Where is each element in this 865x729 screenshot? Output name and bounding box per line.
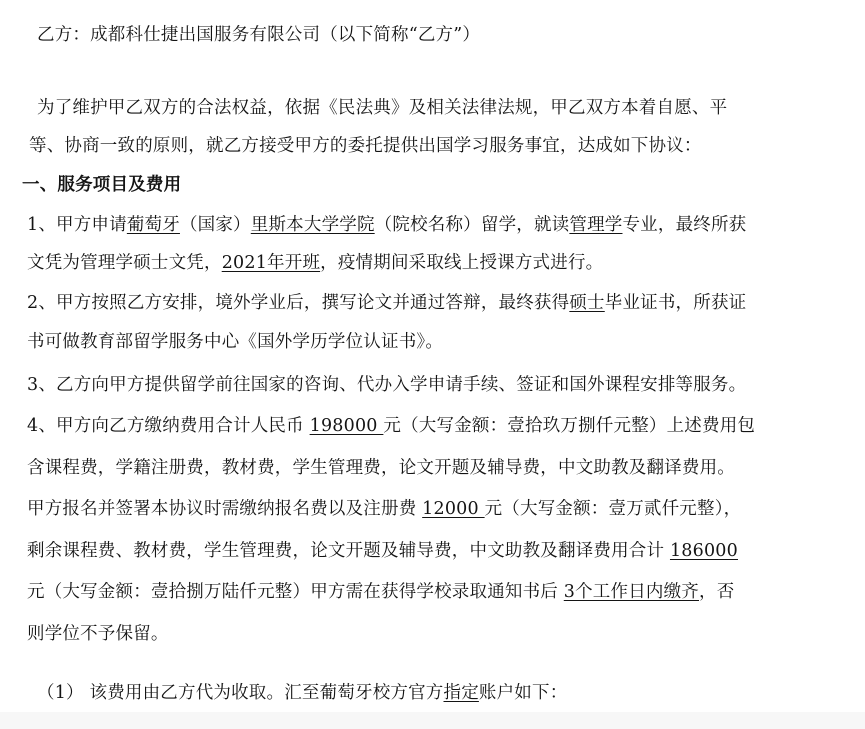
payment-deadline-value: 3个工作日内缴齐 <box>563 582 699 602</box>
page-bottom-edge <box>0 712 865 729</box>
major-value: 管理学 <box>569 215 623 235</box>
clause-1-line-1: 1、甲方申请葡萄牙（国家）里斯本大学学院（院校名称）留学，就读管理学专业，最终所获 <box>27 215 747 235</box>
intro-paragraph-line-1: 为了维护甲乙双方的合法权益，依据《民法典》及相关法律法规，甲乙双方本着自愿、平 <box>37 98 728 118</box>
section-heading-services-fees: 一、服务项目及费用 <box>22 175 182 195</box>
degree-value: 硕士 <box>569 293 605 313</box>
intro-paragraph-line-2: 等、协商一致的原则，就乙方接受甲方的委托提供出国学习服务事宜，达成如下协议： <box>29 136 702 156</box>
clause-4-line-6: 则学位不予保留。 <box>27 624 169 644</box>
sub-clause-1-line: （1） 该费用由乙方代为收取。汇至葡萄牙校方官方指定账户如下： <box>37 683 568 703</box>
clause-2-line-1: 2、甲方按照乙方安排，境外学业后，撰写论文并通过答辩，最终获得硕士毕业证书，所获证 <box>27 293 747 313</box>
clause-4-line-3: 甲方报名并签署本协议时需缴纳报名费以及注册费 12000 元（大写金额：壹万贰仟元整）， <box>27 499 742 519</box>
clause-3-line: 3、乙方向甲方提供留学前往国家的咨询、代办入学申请手续、签证和国外课程安排等服务。 <box>27 375 747 395</box>
remaining-fee-value: 186000 <box>669 541 738 561</box>
party-b-line: 乙方：成都科仕捷出国服务有限公司（以下简称“乙方”） <box>37 25 481 45</box>
clause-4-line-5: 元（大写金额：壹拾捌万陆仟元整）甲方需在获得学校录取通知书后 3个工作日内缴齐，否 <box>27 582 735 602</box>
country-value: 葡萄牙 <box>126 215 180 235</box>
clause-4-line-2: 含课程费，学籍注册费，教材费，学生管理费，论文开题及辅导费，中文助教及翻译费用。 <box>27 458 735 478</box>
clause-2-line-2: 书可做教育部留学服务中心《国外学历学位认证书》。 <box>27 332 444 352</box>
total-fee-value: 198000 <box>309 416 384 436</box>
registration-fee-value: 12000 <box>422 499 485 519</box>
clause-4-line-1: 4、甲方向乙方缴纳费用合计人民币 198000 元（大写金额：壹拾玖万捌仟元整）上述费用包 <box>27 416 756 436</box>
clause-1-line-2: 文凭为管理学硕士文凭，2021年开班，疫情期间采取线上授课方式进行。 <box>27 253 604 273</box>
designated-value: 指定 <box>443 683 479 703</box>
start-date-value: 2021年开班 <box>221 253 321 273</box>
clause-4-line-4: 剩余课程费、教材费，学生管理费，论文开题及辅导费，中文助教及翻译费用合计 186000 <box>27 541 738 561</box>
school-value: 里斯本大学学院 <box>250 215 375 235</box>
